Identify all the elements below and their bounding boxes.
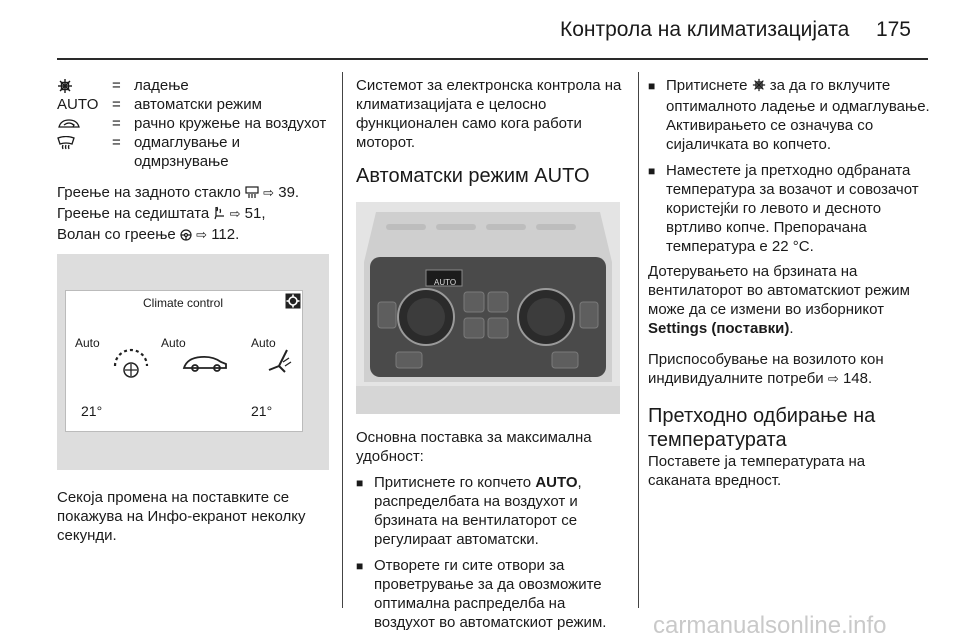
legend-desc: одмаглување и одмрзнување [134,134,241,170]
ref-heated-wheel: Волан со греење ⇨ 112. [57,226,239,243]
seat-heat-icon [213,206,225,225]
legend-desc: автоматски режим [134,96,262,113]
legend-row-defrost [57,133,329,171]
ref-seat-heating: Греење на седиштата ⇨ 51, [57,205,266,222]
personalization-paragraph: Приспособување на возилото кон индивидуалните потреби ⇨ 148. [648,351,884,387]
legend-equals: = [112,115,121,132]
lead-paragraph: Основна поставка за максимална удобност: [356,429,592,465]
settings-gear-icon [285,293,301,314]
auto-label-fan: Auto [75,336,100,350]
column-divider [342,72,343,608]
ref-rear-window: Греење на задното стакло ⇨ 39. [57,184,299,201]
column-middle [356,76,628,632]
reference-list [57,183,329,246]
header-rule [57,58,928,60]
page-header-title: Контрола на климатизацијата [560,18,850,41]
list-item: ■ Притиснете го копчето AUTO, распределбата на воздухот и брзината на вентилаторот се регулираат автоматски. [356,474,582,548]
recirculation-icon [57,114,112,133]
legend-row-recirculation [57,114,329,133]
page-ref-link[interactable]: 112. [211,226,240,243]
info-display-note: Секоја промена на поставките се покажува на Инфо-екранот неколку секунди. [57,489,306,544]
auto-button-ref: AUTO [535,474,578,491]
screen-title: Climate control [142,296,224,310]
defrost-icon [57,133,112,152]
list-item: ■ Отворете ги сите отвори за проветрување за да овозможите оптимална распределба на воздухот во автоматскиот режим. [356,557,607,631]
legend-equals: = [112,134,121,151]
page-ref-arrow-icon: ⇨ [827,371,839,386]
control-panel-photo [356,202,620,414]
page-ref-link[interactable]: 148. [842,370,873,387]
temp-right: 21° [251,403,273,419]
page-ref-arrow-icon: ⇨ [263,185,275,200]
legend-equals: = [112,77,121,94]
list-item: ■ Притиснете за да го вклучите оптималното ладење и одмаглување. Активирањето се означува со сијаличката во копчето. [648,77,930,153]
section-heading-temperature: Претходно одбирање на температурата [648,405,876,451]
auto-label-distribution: Auto [161,336,186,350]
bullet-square-icon: ■ [648,79,656,93]
legend-desc: рачно кружење на воздухот [134,115,327,132]
watermark: carmanualsonline.info [653,612,887,639]
list-item: ■ Наместете ја претходно одбраната температура за возачот и совозачот користејќи го левото и десното вртливо копче. Препорачана температура е 22 °C. [648,162,919,255]
temp-left: 21° [81,403,103,419]
panel-auto-label: AUTO [434,278,457,287]
fan-speed-icon [109,346,153,385]
seat-airflow-icon [267,348,295,383]
bullet-square-icon: ■ [356,476,364,490]
car-airflow-icon [181,352,229,379]
symbol-legend [57,76,329,171]
snowflake-icon [57,76,112,95]
bullet-square-icon: ■ [648,164,656,178]
legend-equals: = [112,96,121,113]
section-heading-auto: Автоматски режим AUTO [356,165,590,187]
auto-label-seat: Auto [251,336,276,350]
legend-desc: ладење [134,77,189,94]
page-ref-link[interactable]: 39. [278,184,300,201]
screen-titlebar [65,290,301,312]
page-number: 175 [875,18,911,41]
steering-wheel-heat-icon [180,227,192,246]
page-ref-arrow-icon: ⇨ [196,227,208,242]
legend-row-cooling [57,76,329,95]
legend-row-auto [57,95,329,114]
page-ref-arrow-icon: ⇨ [229,206,241,221]
column-left [57,76,329,545]
settings-menu-ref: Settings (поставки) [648,320,790,337]
bullet-square-icon: ■ [356,559,364,573]
auto-symbol: AUTO [57,96,99,113]
column-right [648,76,930,490]
climate-screen-figure [57,254,329,470]
page-ref-link[interactable]: 51, [244,205,266,222]
intro-paragraph: Системот за електронска контрола на климатизацијата е целосно функционален само кога работи моторот. [356,77,622,151]
fan-speed-paragraph: Дотерувањето на брзината на вентилаторот во автоматскиот режим може да се измени во изборникот Settings (поставки). [648,263,910,337]
column-divider [638,72,639,608]
rear-window-heat-icon [245,185,259,204]
snowflake-icon [752,78,766,97]
temperature-paragraph: Поставете ја температурата на саканата вредност. [648,453,866,489]
